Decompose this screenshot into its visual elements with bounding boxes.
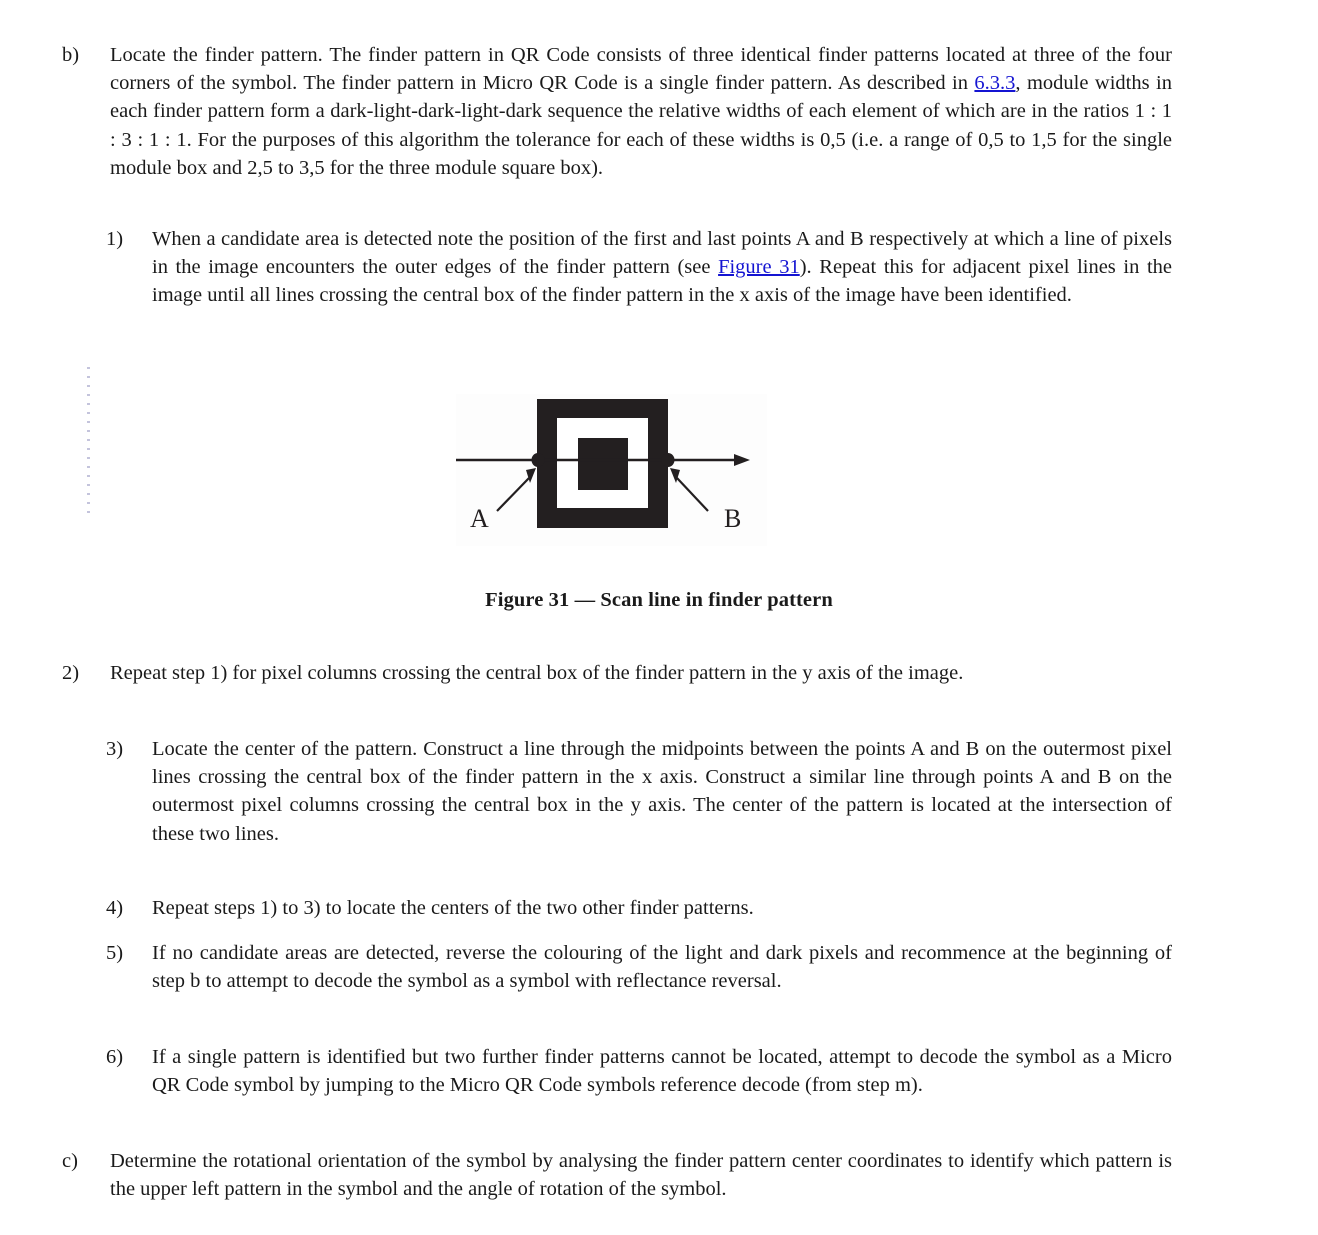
list-item <box>62 659 1172 687</box>
text-run: Determine the rotational orientation of the symbol by analysing the finder pattern center coordinates to identify which pattern is the upper left pattern in the symbol and the angle of rotation of the symbol. <box>110 1150 1172 1201</box>
margin-change-bar <box>87 367 90 513</box>
list-item-text <box>152 894 1172 922</box>
list-item <box>106 894 1172 922</box>
list-item-text <box>110 659 1172 687</box>
list-item-text <box>152 939 1172 995</box>
list-item-marker: c) <box>62 1150 78 1172</box>
point-b-marker <box>662 453 675 467</box>
cross-reference-link[interactable]: 6.3.3 <box>974 72 1016 95</box>
list-item <box>106 225 1172 310</box>
list-item-marker: 5) <box>106 942 124 964</box>
list-item-text <box>152 225 1172 310</box>
list-item-text <box>110 1147 1172 1203</box>
figure-31-caption: Figure 31 — Scan line in finder pattern <box>485 589 833 611</box>
list-item <box>62 41 1172 182</box>
text-run: If no candidate areas are detected, reverse the colouring of the light and dark pixels and recommence at the beginning of step b to attempt to decode the symbol as a symbol with reflectance reversal. <box>152 942 1172 993</box>
finder-central-dark-box <box>578 438 628 490</box>
text-run: ). Repeat this for adjacent pixel lines in the image until all lines crossing the central box of the finder pattern in the x axis of the image have been identified. <box>152 256 1173 307</box>
list-item <box>106 1043 1172 1099</box>
text-run: When a candidate area is detected note the position of the first and last points A and B respectively at which a line of pixels in the image encounters the outer edges of the finder pattern (see <box>152 228 1172 279</box>
text-run: , module widths in each finder pattern form a dark-light-dark-light-dark sequence the relative widths of each element of which are in the ratios 1 : 1 : 3 : 1 : 1. For the purposes of this algorithm the tolerance for each of these widths is 0,5 (i.e. a range of 0,5 to 1,5 for the single module box and 2,5 to 3,5 for the three module square box). <box>110 72 1172 179</box>
list-item <box>62 1147 1172 1203</box>
figure-31-image <box>456 394 767 546</box>
text-run: Locate the center of the pattern. Construct a line through the midpoints between the points A and B on the outermost pixel lines crossing the central box of the finder pattern in the x axis. Construct a similar line through points A and B on the outermost pixel columns crossing the central box in the y axis. The center of the pattern is located at the intersection of these two lines. <box>152 738 1172 845</box>
point-a-label: A <box>470 504 489 533</box>
list-item-marker: 2) <box>62 662 80 684</box>
point-a-marker <box>532 453 545 467</box>
text-run: Repeat step 1) for pixel columns crossing the central box of the finder pattern in the y axis of the image. <box>110 662 964 684</box>
point-b-label: B <box>724 504 742 533</box>
list-item-marker: b) <box>62 44 80 66</box>
list-item-text <box>152 735 1172 848</box>
list-item <box>106 735 1172 848</box>
list-item-marker: 6) <box>106 1046 124 1068</box>
list-item-text <box>110 41 1172 182</box>
text-run: Repeat steps 1) to 3) to locate the centers of the two other finder patterns. <box>152 897 754 919</box>
text-run: Locate the finder pattern. The finder pattern in QR Code consists of three identical finder patterns located at three of the four corners of the symbol. The finder pattern in Micro QR Code is a single finder pattern. As described in <box>110 44 1172 95</box>
finder-pattern-diagram <box>456 394 767 546</box>
cross-reference-link[interactable]: Figure 31 <box>718 256 800 279</box>
list-item-marker: 3) <box>106 738 124 760</box>
list-item-text <box>152 1043 1172 1099</box>
text-run: If a single pattern is identified but two further finder patterns cannot be located, attempt to decode the symbol as a Micro QR Code symbol by jumping to the Micro QR Code symbols reference decode (from step m). <box>152 1046 1172 1097</box>
list-item-marker: 1) <box>106 228 124 250</box>
list-item <box>106 939 1172 995</box>
list-item-marker: 4) <box>106 897 124 919</box>
